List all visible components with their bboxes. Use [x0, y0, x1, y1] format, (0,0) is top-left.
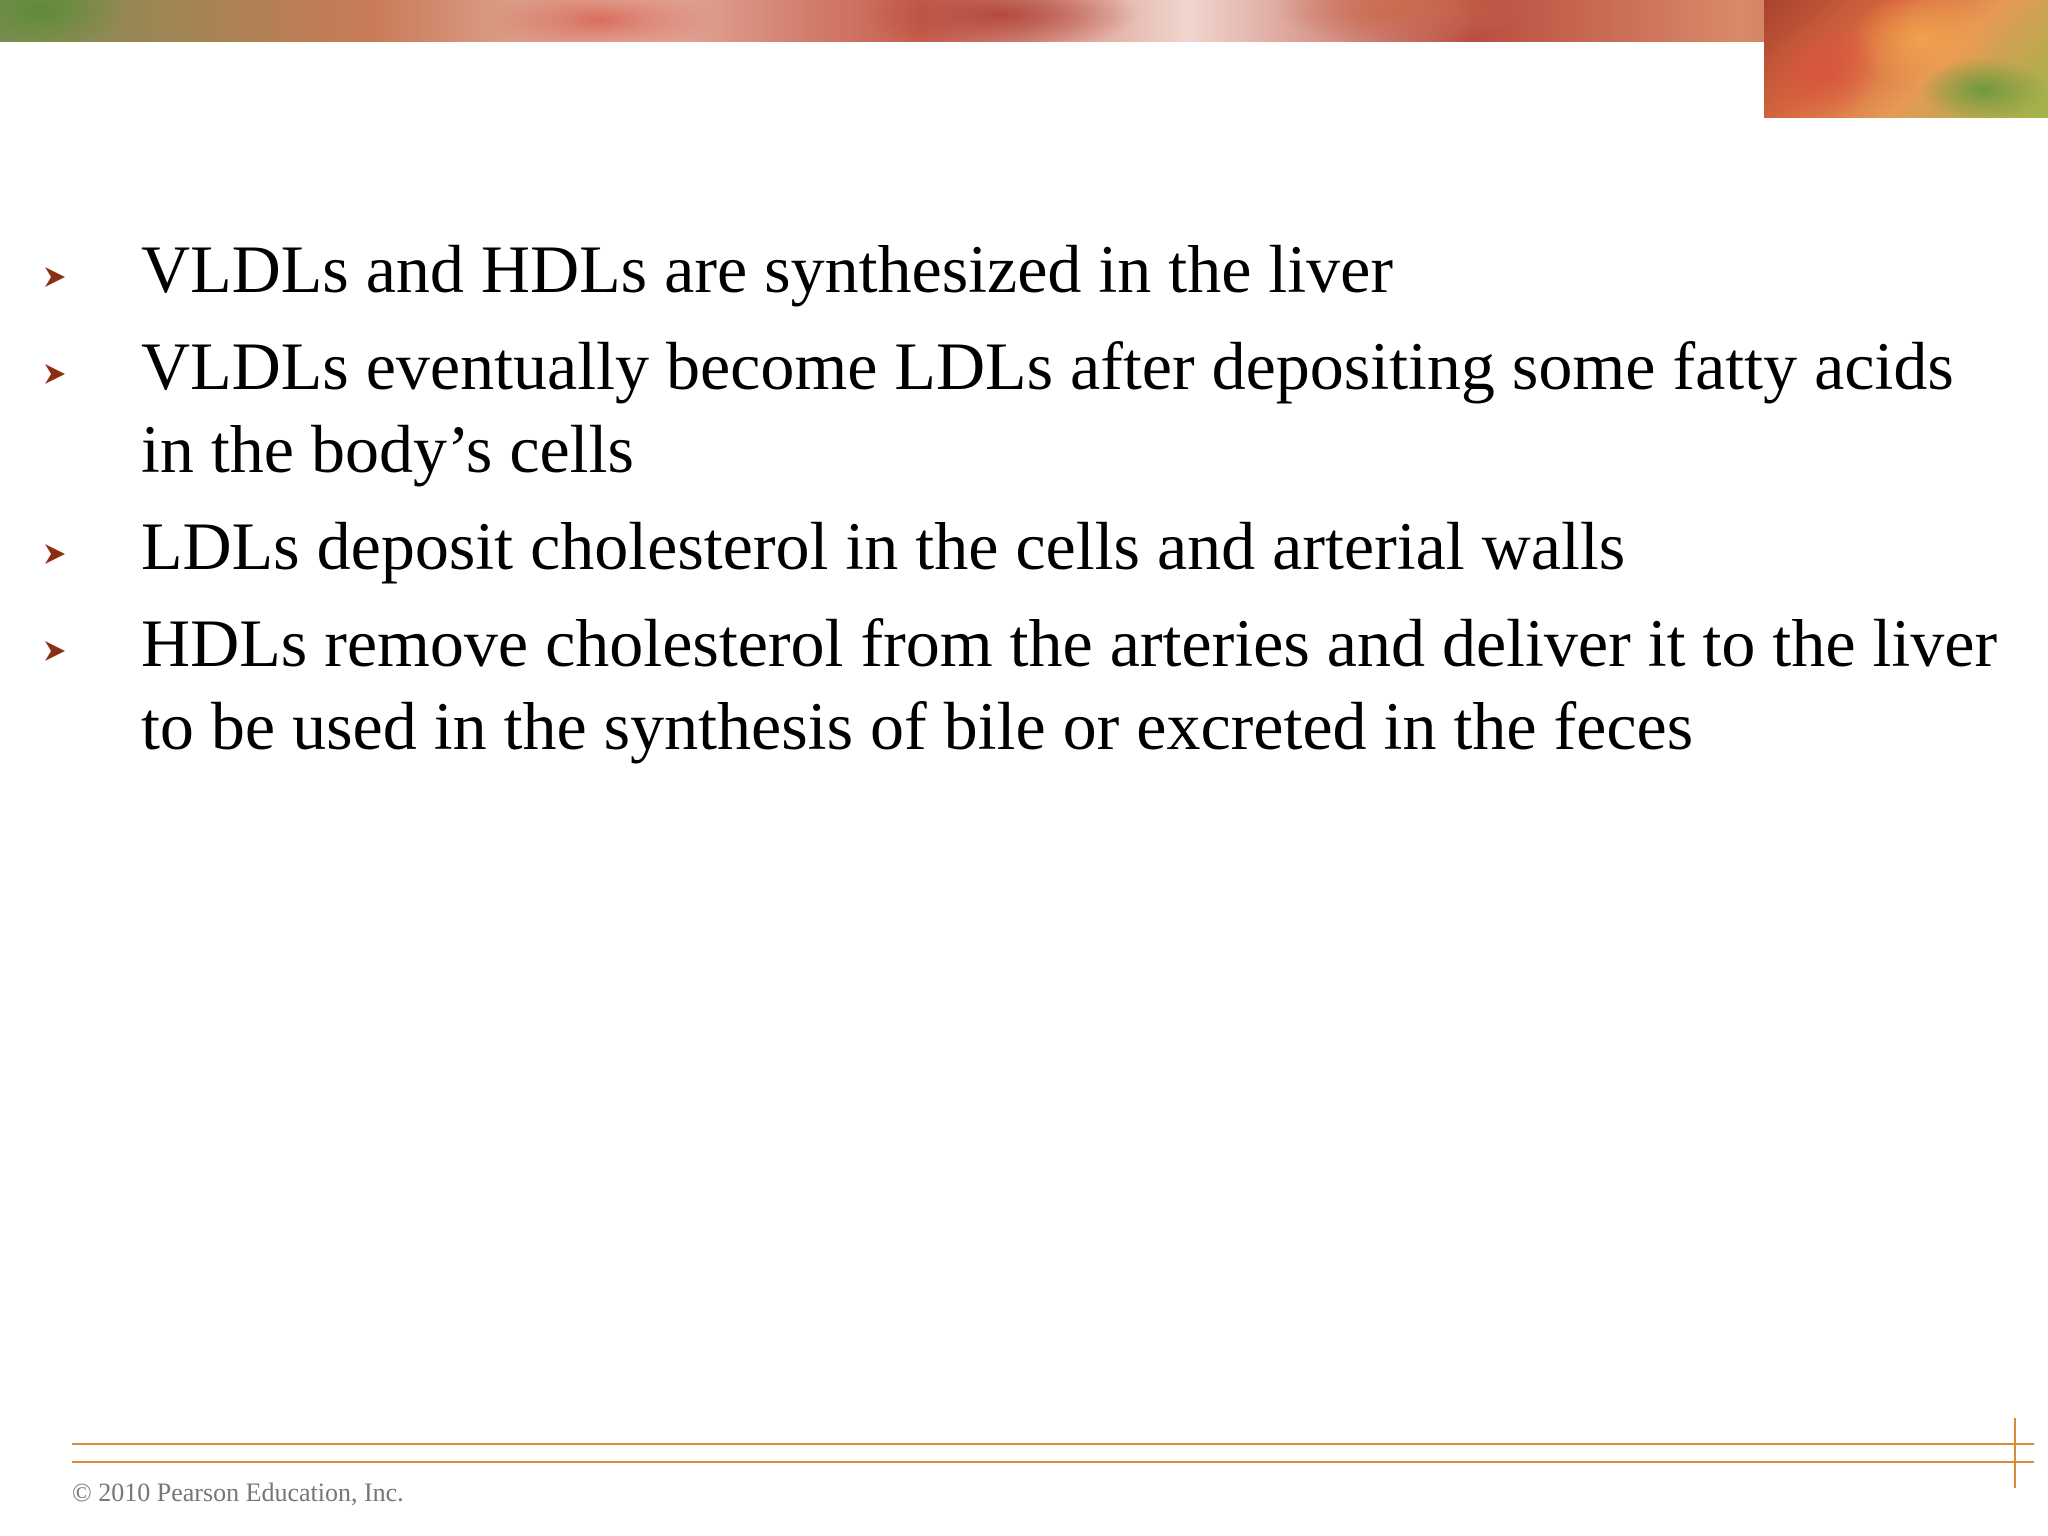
copyright-notice: © 2010 Pearson Education, Inc.	[72, 1478, 404, 1507]
bullet-item	[0, 505, 2048, 588]
arrowhead-bullet-icon	[42, 638, 68, 664]
bullet-item	[0, 602, 2048, 768]
header-food-banner	[0, 0, 2048, 42]
slide-bullet-list	[0, 228, 2048, 782]
footer-rule-upper	[72, 1443, 2034, 1445]
arrowhead-bullet-icon	[42, 264, 68, 290]
bullet-text: LDLs deposit cholesterol in the cells and arterial walls	[141, 508, 1626, 584]
bullet-text: HDLs remove cholesterol from the arteries and deliver it to the liver to be used in the synthesis of bile or excreted in the feces	[141, 605, 1998, 764]
bullet-item	[0, 325, 2048, 491]
arrowhead-bullet-icon	[42, 541, 68, 567]
bullet-text: VLDLs eventually become LDLs after depositing some fatty acids in the body’s cells	[141, 328, 1954, 487]
footer-rule-lower	[72, 1461, 2034, 1463]
bullet-text: VLDLs and HDLs are synthesized in the liver	[141, 231, 1393, 307]
arrowhead-bullet-icon	[42, 361, 68, 387]
bullet-item	[0, 228, 2048, 311]
footer-rule-cross	[2014, 1418, 2016, 1488]
corner-food-image	[1764, 0, 2048, 118]
